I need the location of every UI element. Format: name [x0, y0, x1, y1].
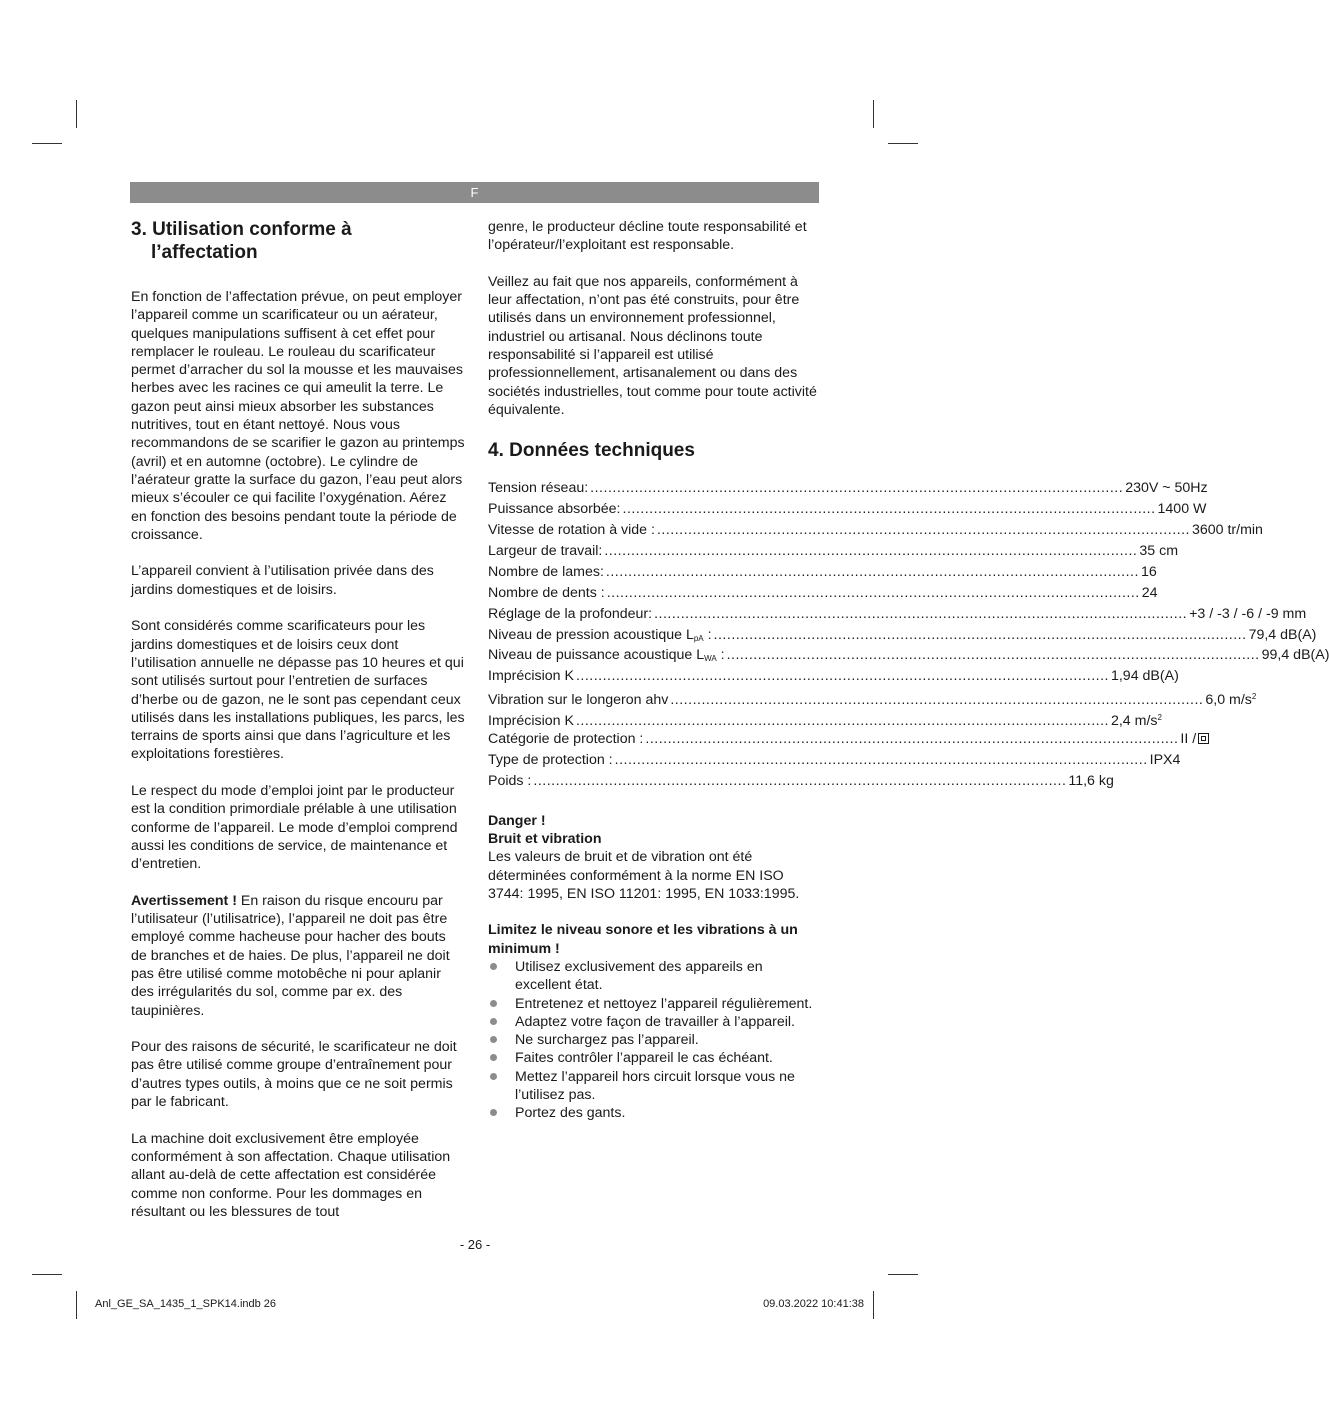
spec-label	[488, 771, 531, 792]
spec-row	[488, 708, 1162, 730]
paragraph: genre, le producteur décline toute responsabilité et l’opérateur/l’exploitant est responsable.	[488, 219, 807, 254]
section-3-heading	[131, 218, 465, 264]
spec-leader-dots: ........................................................................................................................	[713, 626, 1247, 643]
spec-label-text: Puissance absorbée:	[488, 501, 621, 518]
spec-label-text: Type de protection :	[488, 751, 613, 768]
spec-value-text: 230V ~ 50Hz	[1125, 480, 1208, 497]
spec-value	[1205, 687, 1256, 711]
spec-value	[1125, 478, 1207, 499]
spec-value-text: IPX4	[1149, 751, 1181, 768]
spec-label	[488, 604, 652, 625]
crop-mark	[32, 1274, 62, 1275]
list-item: Ne surchargez pas l’appareil.	[488, 1031, 820, 1049]
spec-value-text: 1400 W	[1157, 501, 1207, 518]
spec-label	[488, 541, 602, 562]
right-column	[488, 218, 1329, 1123]
list-item: Portez des gants.	[488, 1104, 820, 1122]
spec-label-text: Nombre de dents :	[488, 584, 605, 601]
danger-text: Les valeurs de bruit et de vibration ont été déterminées conformément à la norme EN ISO 3744: 1995, EN ISO 11201: 1995, EN 1033:1995.	[488, 849, 800, 902]
spec-row	[488, 499, 1207, 520]
list-item: Utilisez exclusivement des appareils en excellent état.	[488, 958, 820, 995]
spec-value-superscript: 2	[1157, 713, 1162, 723]
spec-value	[1189, 604, 1306, 625]
spec-label-text: Nombre de lames:	[488, 563, 604, 580]
spec-row	[488, 645, 1329, 666]
spec-value-text: 1,94 dB(A)	[1110, 668, 1179, 685]
spec-row	[488, 478, 1208, 499]
spec-value-text: +3 / -3 / -6 / -9 mm	[1189, 605, 1307, 622]
spec-value	[1141, 562, 1157, 583]
spec-label	[488, 750, 613, 771]
footer-timestamp: 09.03.2022 10:41:38	[763, 1298, 864, 1310]
crop-mark	[888, 1274, 918, 1275]
footer-file-name: Anl_GE_SA_1435_1_SPK14.indb 26	[95, 1298, 277, 1310]
paragraph: En fonction de l’affectation prévue, on peut employer l’appareil comme un scarificateur ou un aérateur, quelques manipulations suffisent à cet effet pour remplacer le rouleau. Le rouleau du scarificateur permet d’arracher du sol la mousse et les mauvaises herbes avec les racines ce qui ameulit la terre. Le gazon peut ainsi mieux absorber les substances nutritives, tout en étant nettoyé. Nous vous recommandons de se scarifier le gazon au printemps (avril) et en automne (octobre). Le cylindre de l’aérateur gratte la surface du gazon, l’eau peut alors mieux s’écouler ce qui facilite l’oxygénation. Aérez en fonction des besoins pendant toute la période de croissance.	[131, 289, 465, 543]
spec-row	[488, 583, 1158, 604]
spec-leader-dots: ........................................................................................................................	[726, 647, 1260, 664]
spec-row	[488, 750, 1181, 771]
spec-row	[488, 687, 1257, 709]
protection-class-ii-icon	[1198, 733, 1209, 744]
language-header-bar: F	[130, 182, 819, 203]
crop-mark	[873, 100, 874, 128]
spec-value-text: 99,4 dB(A)	[1261, 647, 1329, 664]
spec-leader-dots: ........................................................................................................................	[575, 713, 1109, 730]
paragraph: L’appareil convient à l’utilisation privée dans des jardins domestiques et de loisirs.	[131, 563, 434, 598]
spec-value	[1142, 583, 1158, 604]
spec-label	[488, 520, 655, 541]
spec-row	[488, 541, 1179, 562]
spec-row	[488, 604, 1307, 625]
danger-subtitle: Bruit et vibration	[488, 830, 602, 847]
section-4-heading: 4. Données techniques	[488, 440, 695, 462]
list-item: Mettez l’appareil hors circuit lorsque vous ne l’utilisez pas.	[488, 1068, 820, 1105]
spec-label-text: Vibration sur le longeron ahv	[488, 692, 669, 709]
spec-row	[488, 729, 1197, 750]
spec-row	[488, 562, 1157, 583]
spec-value-text: II /	[1180, 730, 1197, 747]
spec-label-text: Réglage de la profondeur:	[488, 605, 653, 622]
spec-leader-dots: ........................................................................................................................	[670, 692, 1204, 709]
crop-mark	[32, 143, 62, 144]
spec-leader-dots: ........................................................................................................................	[533, 772, 1067, 789]
spec-label	[488, 583, 605, 604]
spec-leader-dots: ........................................................................................................................	[605, 563, 1139, 580]
spec-leader-dots: ........................................................................................................................	[606, 584, 1140, 601]
spec-value	[1262, 645, 1329, 666]
limit-title: Limitez le niveau sonore et les vibrations à un minimum !	[488, 922, 798, 957]
crop-mark	[873, 1291, 874, 1319]
spec-leader-dots: ........................................................................................................................	[604, 542, 1138, 559]
crop-mark	[888, 143, 918, 144]
spec-label	[488, 499, 621, 520]
warning-text: En raison du risque encouru par l’utilisateur (l’utilisatrice), l’appareil ne doit pas être employé comme hacheuse pour hacher des bouts de branches et de haies. De plus, l’appareil ne doit pas être utilisé comme motobêche ni pour aplanir des irrégularités du sol, comme par ex. des taupinières.	[131, 892, 450, 1019]
spec-value	[1180, 729, 1209, 750]
spec-leader-dots: ........................................................................................................................	[614, 751, 1148, 768]
spec-value	[1139, 541, 1178, 562]
spec-value-text: 3600 tr/min	[1191, 522, 1263, 539]
spec-value	[1192, 520, 1263, 541]
spec-label-text: Imprécision K	[488, 713, 574, 730]
spec-value	[1150, 750, 1181, 771]
spec-label-text: Niveau de pression acoustique L	[488, 626, 694, 643]
paragraph: Le respect du mode d’emploi joint par le producteur est la condition primordiale prélable à une utilisation conforme de l’appareil. Le mode d’emploi comprend aussi les conditions de service, de maintenance et d’entretien.	[131, 783, 458, 873]
warning-label: Avertissement !	[131, 892, 237, 909]
spec-value-text: 35 cm	[1139, 542, 1179, 559]
page-number: - 26 -	[459, 1237, 491, 1252]
spec-label	[488, 562, 604, 583]
spec-leader-dots: ........................................................................................................................	[575, 668, 1109, 685]
paragraph: La machine doit exclusivement être employée conformément à son affectation. Chaque utilisation allant au-delà de cette affectation est considérée comme non conforme. Pour les dommages en résultant ou les blessures de tout	[131, 1130, 451, 1220]
paragraph: Sont considérés comme scarificateurs pour les jardins domestiques et de loisirs ceux dont l’utilisation annuelle ne dépasse pas 10 heures et qui sont utilisés surtout pour l’entretien de surfaces d’herbe ou de gazon, ne le sont pas cependant ceux utilisés dans les installations publiques, les parcs, les terrains de sports ainsi que dans l’agriculture et les exploitations forestières.	[131, 618, 465, 763]
spec-leader-dots: ........................................................................................................................	[654, 605, 1188, 622]
spec-label	[488, 666, 574, 687]
spec-label-subscript: pA	[693, 633, 704, 643]
left-column	[131, 218, 465, 1239]
spec-value	[1249, 625, 1317, 646]
paragraph: Pour des raisons de sécurité, le scarificateur ne doit pas être utilisé comme groupe d’entraînement pour d’autres types outils, à moins que ce ne soit permis par le fabricant.	[131, 1039, 457, 1111]
spec-label-subscript: WA	[704, 654, 717, 664]
spec-label	[488, 729, 643, 750]
spec-label-tail: :	[716, 647, 725, 664]
danger-block	[488, 812, 820, 1123]
spec-leader-dots: ........................................................................................................................	[590, 480, 1124, 497]
spec-value-text: 24	[1141, 584, 1158, 601]
spec-value	[1111, 666, 1179, 687]
spec-value-text: 11,6 kg	[1068, 772, 1114, 789]
spec-value	[1068, 771, 1114, 792]
spec-label-text: Catégorie de protection :	[488, 730, 644, 747]
spec-row	[488, 666, 1179, 687]
list-item: Faites contrôler l’appareil le cas échéant.	[488, 1049, 820, 1067]
list-item: Adaptez votre façon de travailler à l’appareil.	[488, 1013, 820, 1031]
section-3-title-line1: 3. Utilisation conforme à	[131, 219, 352, 240]
crop-mark	[76, 1291, 77, 1319]
spec-leader-dots: ........................................................................................................................	[622, 501, 1156, 518]
spec-row	[488, 771, 1114, 792]
spec-label-text: Largeur de travail:	[488, 542, 603, 559]
spec-value-text: 6,0 m/s	[1205, 692, 1252, 709]
spec-value	[1158, 499, 1207, 520]
spec-label	[488, 690, 668, 711]
spec-value-superscript: 2	[1251, 692, 1257, 702]
spec-value-text: 79,4 dB(A)	[1248, 626, 1317, 643]
spec-leader-dots: ........................................................................................................................	[645, 730, 1179, 747]
spec-leader-dots: ........................................................................................................................	[656, 522, 1190, 539]
recommendation-list	[488, 958, 820, 1123]
spec-label-text: Niveau de puissance acoustique L	[488, 647, 705, 664]
paragraph: Veillez au fait que nos appareils, conformément à leur affectation, n’ont pas été construits, pour être utilisés dans un environnement professionnel, industriel ou artisanal. Nous déclinons toute responsabilité si l’appareil est utilisé professionnellement, artisanalement ou dans des sociétés industrielles, tout comme pour toute activité équivalente.	[488, 273, 817, 418]
spec-label-text: Vitesse de rotation à vide :	[488, 522, 655, 539]
spec-row	[488, 520, 1263, 541]
list-item: Entretenez et nettoyez l’appareil régulièrement.	[488, 995, 820, 1013]
spec-value-text: 16	[1140, 563, 1157, 580]
spec-row	[488, 625, 1317, 646]
section-3-title-line2: l’affectation	[151, 242, 258, 263]
spec-table	[488, 478, 1329, 791]
spec-value-text: 2,4 m/s	[1110, 713, 1158, 730]
danger-title: Danger !	[488, 812, 546, 829]
spec-label-tail: :	[703, 626, 712, 643]
warning-paragraph	[131, 892, 465, 1020]
spec-label-text: Tension réseau:	[488, 480, 589, 497]
spec-label	[488, 478, 588, 499]
spec-label-text: Poids :	[488, 772, 532, 789]
spec-label-text: Imprécision K	[488, 668, 574, 685]
crop-mark	[76, 100, 77, 128]
